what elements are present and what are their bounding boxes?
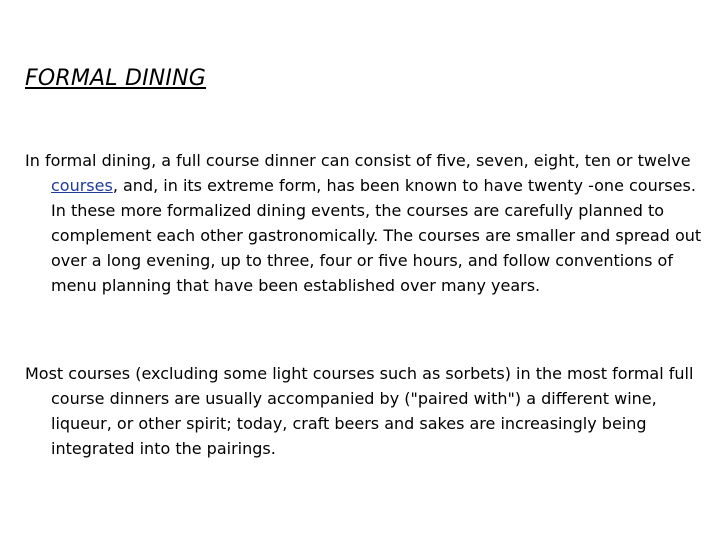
- paragraph-1-text-end: , and, in its extreme form, has been known to have twenty -one courses. In these more formalized dining events, the courses are carefully planned to complement each other gastronomically. The courses are smaller and spread out over a long evening, up to three, four or five hours, and follow conventions of menu planning that have been established over many years.: [51, 176, 702, 295]
- courses-link[interactable]: courses: [51, 176, 113, 195]
- paragraph-course-pairings: Most courses (excluding some light courses such as sorbets) in the most formal full course dinners are usually accompanied by ("paired with") a different wine, liqueur, or other spirit; today, craft beers and sakes are increasingly being integrated into the pairings.: [25, 364, 694, 458]
- paragraph-full-course-dinner: [25, 148, 711, 298]
- slide-title: FORMAL DINING: [25, 66, 207, 91]
- paragraph-1-text-start: In formal dining, a full course dinner can consist of five, seven, eight, ten or twelve: [25, 151, 691, 170]
